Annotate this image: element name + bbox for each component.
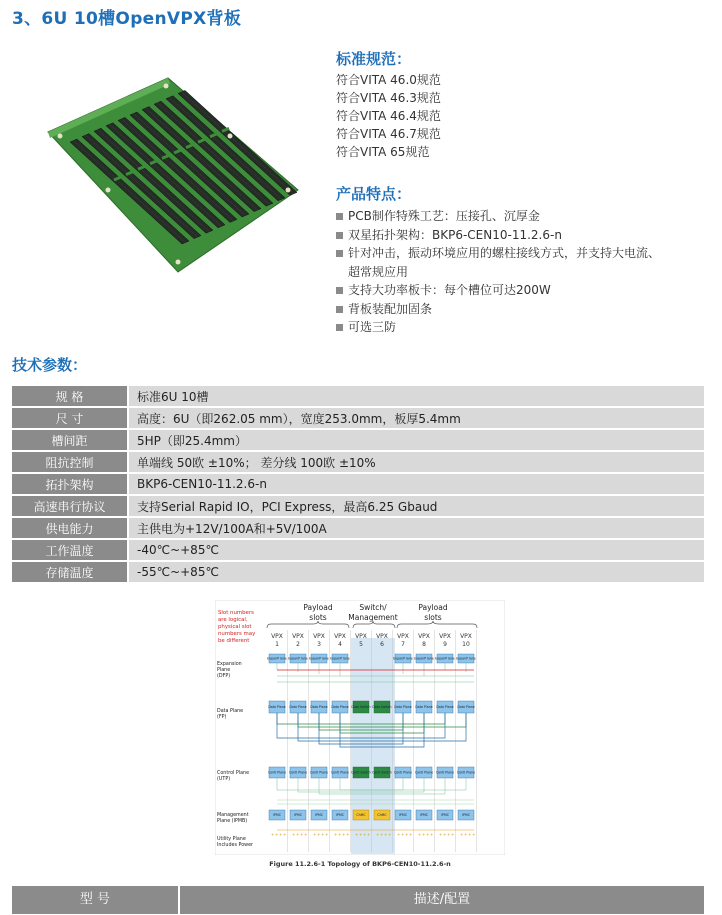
utility-pin: + (283, 832, 287, 837)
utility-pin: + (409, 832, 413, 837)
control-plane-box-label: Contl Plane (267, 770, 287, 775)
payload-group-label-right: Payload (418, 603, 448, 612)
utility-pin: + (426, 832, 430, 837)
utility-pin: + (460, 832, 464, 837)
chmc-box-label: ChMC (356, 813, 366, 818)
plane-label-utility-2: Includes Power (217, 843, 253, 848)
data-switch-box-label: Data Switch (372, 705, 392, 710)
utility-pin: + (359, 832, 363, 837)
slot-number: 9 (443, 641, 447, 648)
ipmc-box-label: IPMC (420, 813, 428, 818)
payload-group-label-right-2: slots (424, 613, 442, 622)
data-switch-box-label: Data Switch (351, 705, 371, 710)
params-row (12, 452, 704, 474)
expansion-box-label: ExpanP lane (309, 656, 329, 661)
feature-item: 可选三防 (336, 318, 716, 337)
params-table (12, 386, 704, 584)
utility-pin: + (346, 832, 350, 837)
standards-heading: 标准规范： (336, 50, 412, 68)
data-plane-box-label: Data Plane (331, 705, 349, 710)
utility-pin: + (388, 832, 392, 837)
feature-item-continued: 超常规应用 (348, 264, 409, 279)
topology-note-line: be different (218, 638, 250, 644)
ipmc-box-label: IPMC (336, 813, 344, 818)
control-switch-box-label: Contl Switch (372, 770, 392, 775)
slot-prefix: VPX (292, 633, 304, 640)
utility-pin: + (397, 832, 401, 837)
params-heading: 技术参数： (12, 356, 88, 374)
param-key: 尺 寸 (12, 408, 129, 430)
slot-prefix: VPX (439, 633, 451, 640)
param-key: 高速串行协议 (12, 496, 129, 518)
utility-pin: + (405, 832, 409, 837)
param-value: BKP6-CEN10-11.2.6-n (129, 474, 704, 496)
plane-label-management-2: Plane (IPMB) (217, 819, 248, 824)
ipmc-box-label: IPMC (294, 813, 302, 818)
param-key: 存储温度 (12, 562, 129, 584)
utility-pin: + (443, 832, 447, 837)
param-value: 标准6U 10槽 (129, 386, 704, 408)
params-row (12, 430, 704, 452)
control-plane-box-label: Contl Plane (309, 770, 329, 775)
utility-pin: + (367, 832, 371, 837)
params-row (12, 408, 704, 430)
control-plane-box-label: Contl Plane (330, 770, 350, 775)
param-key: 工作温度 (12, 540, 129, 562)
utility-pin: + (384, 832, 388, 837)
param-value: 支持Serial Rapid IO，PCI Express，最高6.25 Gbaud (129, 496, 704, 518)
param-value: 主供电为+12V/100A和+5V/100A (129, 518, 704, 540)
page-title: 3、6U 10槽OpenVPX背板 (12, 9, 242, 29)
utility-pin: + (338, 832, 342, 837)
data-plane-box-label: Data Plane (394, 705, 412, 710)
plane-label-expansion: Expansion (217, 662, 242, 667)
feature-item: 支持大功率板卡：每个槽位可达200W (336, 281, 716, 300)
features-heading: 产品特点： (336, 185, 412, 203)
standard-item: 符合VITA 65规范 (336, 145, 430, 159)
utility-pin: + (292, 832, 296, 837)
standard-item: 符合VITA 46.4规范 (336, 109, 441, 123)
param-value: -55℃~+85℃ (129, 562, 704, 584)
ipmc-box-label: IPMC (399, 813, 407, 818)
slot-number: 1 (275, 641, 279, 648)
control-switch-box-label: Contl Switch (351, 770, 371, 775)
utility-pin: + (275, 832, 279, 837)
param-value: -40℃~+85℃ (129, 540, 704, 562)
slot-number: 7 (401, 641, 405, 648)
slot-number: 5 (359, 641, 363, 648)
plane-label-expansion-2: Plane (217, 668, 231, 673)
params-row (12, 496, 704, 518)
standard-item: 符合VITA 46.0规范 (336, 73, 441, 87)
ipmc-box-label: IPMC (273, 813, 281, 818)
utility-pin: + (304, 832, 308, 837)
feature-item: PCB制作特殊工艺：压接孔、沉厚金 (336, 207, 716, 226)
topology-note-line: numbers may (218, 631, 256, 637)
utility-pin: + (464, 832, 468, 837)
expansion-box-label: ExpanP lane (330, 656, 350, 661)
utility-pin: + (342, 832, 346, 837)
bullet-icon (336, 213, 343, 220)
slot-prefix: VPX (418, 633, 430, 640)
bullet-icon (336, 250, 343, 257)
params-row (12, 562, 704, 584)
slot-number: 10 (462, 641, 470, 648)
data-plane-box-label: Data Plane (415, 705, 433, 710)
bullet-icon (336, 287, 343, 294)
feature-item: 针对冲击，振动环境应用的螺柱接线方式，并支持大电流、 (336, 244, 716, 263)
param-value: 5HP（即25.4mm） (129, 430, 704, 452)
chmc-box-label: ChMC (377, 813, 387, 818)
utility-pin: + (355, 832, 359, 837)
params-row (12, 518, 704, 540)
data-plane-box-label: Data Plane (436, 705, 454, 710)
utility-pin: + (418, 832, 422, 837)
plane-label-data: Data Plane (217, 709, 244, 714)
control-plane-box-label: Contl Plane (393, 770, 413, 775)
utility-pin: + (334, 832, 338, 837)
control-plane-box-label: Contl Plane (288, 770, 308, 775)
utility-pin: + (401, 832, 405, 837)
topology-note-line: Slot numbers (218, 610, 254, 616)
utility-pin: + (451, 832, 455, 837)
switch-group-label: Switch/ (359, 603, 387, 612)
topology-note-line: physical slot (218, 624, 252, 630)
ipmc-box-label: IPMC (462, 813, 470, 818)
model-column-header: 型 号 (12, 886, 180, 914)
slot-prefix: VPX (376, 633, 388, 640)
features-list (336, 207, 716, 337)
standard-item: 符合VITA 46.7规范 (336, 127, 441, 141)
topology-diagram (215, 600, 505, 855)
utility-pin: + (430, 832, 434, 837)
expansion-box-label: ExpanP lane (288, 656, 308, 661)
slot-prefix: VPX (271, 633, 283, 640)
utility-pin: + (468, 832, 472, 837)
param-key: 槽间距 (12, 430, 129, 452)
switch-group-label-2: Management (348, 613, 398, 622)
utility-pin: + (472, 832, 476, 837)
payload-group-label-left-2: slots (309, 613, 327, 622)
control-plane-box-label: Contl Plane (435, 770, 455, 775)
utility-pin: + (325, 832, 329, 837)
expansion-box-label: ExpanP lane (393, 656, 413, 661)
expansion-box-label: ExpanP lane (267, 656, 287, 661)
data-plane-box-label: Data Plane (310, 705, 328, 710)
bullet-icon (336, 232, 343, 239)
feature-item: 双星拓扑架构：BKP6-CEN10-11.2.6-n (336, 226, 716, 245)
slot-number: 3 (317, 641, 321, 648)
ipmc-box-label: IPMC (441, 813, 449, 818)
standard-item: 符合VITA 46.3规范 (336, 91, 441, 105)
utility-pin: + (376, 832, 380, 837)
figure-caption: Figure 11.2.6-1 Topology of BKP6-CEN10-11.2.6-n (269, 860, 451, 868)
plane-label-data-2: (FP) (217, 715, 227, 720)
utility-pin: + (300, 832, 304, 837)
slot-prefix: VPX (313, 633, 325, 640)
payload-group-label-left: Payload (303, 603, 333, 612)
expansion-box-label: ExpanP lane (414, 656, 434, 661)
slot-number: 4 (338, 641, 342, 648)
slot-prefix: VPX (334, 633, 346, 640)
plane-label-utility: Utility Plane (217, 837, 246, 842)
param-key: 规 格 (12, 386, 129, 408)
params-row (12, 474, 704, 496)
plane-label-control: Control Plane (217, 771, 250, 776)
plane-label-control-2: (UTP) (217, 777, 231, 782)
slot-prefix: VPX (355, 633, 367, 640)
slot-prefix: VPX (460, 633, 472, 640)
data-plane-box-label: Data Plane (289, 705, 307, 710)
param-value: 高度：6U（即262.05 mm），宽度253.0mm，板厚5.4mm (129, 408, 704, 430)
slot-prefix: VPX (397, 633, 409, 640)
bullet-icon (336, 324, 343, 331)
utility-pin: + (296, 832, 300, 837)
data-plane-box-label: Data Plane (268, 705, 286, 710)
model-table-header (12, 886, 704, 914)
utility-pin: + (313, 832, 317, 837)
standards-list (336, 71, 441, 161)
params-row (12, 386, 704, 408)
data-plane-box-label: Data Plane (457, 705, 475, 710)
utility-pin: + (380, 832, 384, 837)
params-row (12, 540, 704, 562)
param-key: 拓扑架构 (12, 474, 129, 496)
param-value: 单端线 50欧 ±10%； 差分线 100欧 ±10% (129, 452, 704, 474)
backplane-photo (40, 40, 300, 275)
utility-pin: + (279, 832, 283, 837)
bullet-icon (336, 306, 343, 313)
utility-pin: + (363, 832, 367, 837)
slot-number: 6 (380, 641, 384, 648)
expansion-box-label: ExpanP lane (435, 656, 455, 661)
slot-number: 2 (296, 641, 300, 648)
topology-note-line: are logical, (218, 617, 248, 623)
utility-pin: + (317, 832, 321, 837)
description-column-header: 描述/配置 (413, 892, 471, 907)
utility-pin: + (321, 832, 325, 837)
utility-pin: + (439, 832, 443, 837)
param-key: 阻抗控制 (12, 452, 129, 474)
control-plane-box-label: Contl Plane (414, 770, 434, 775)
utility-pin: + (422, 832, 426, 837)
utility-pin: + (271, 832, 275, 837)
slot-number: 8 (422, 641, 426, 648)
ipmc-box-label: IPMC (315, 813, 323, 818)
param-key: 供电能力 (12, 518, 129, 540)
utility-pin: + (447, 832, 451, 837)
feature-item: 背板装配加固条 (336, 300, 716, 319)
switch-slot-bg (351, 638, 395, 854)
control-plane-box-label: Contl Plane (456, 770, 476, 775)
plane-label-management: Management (217, 813, 249, 818)
expansion-box-label: ExpanP lane (456, 656, 476, 661)
plane-label-expansion-3: (DFP) (217, 674, 231, 679)
